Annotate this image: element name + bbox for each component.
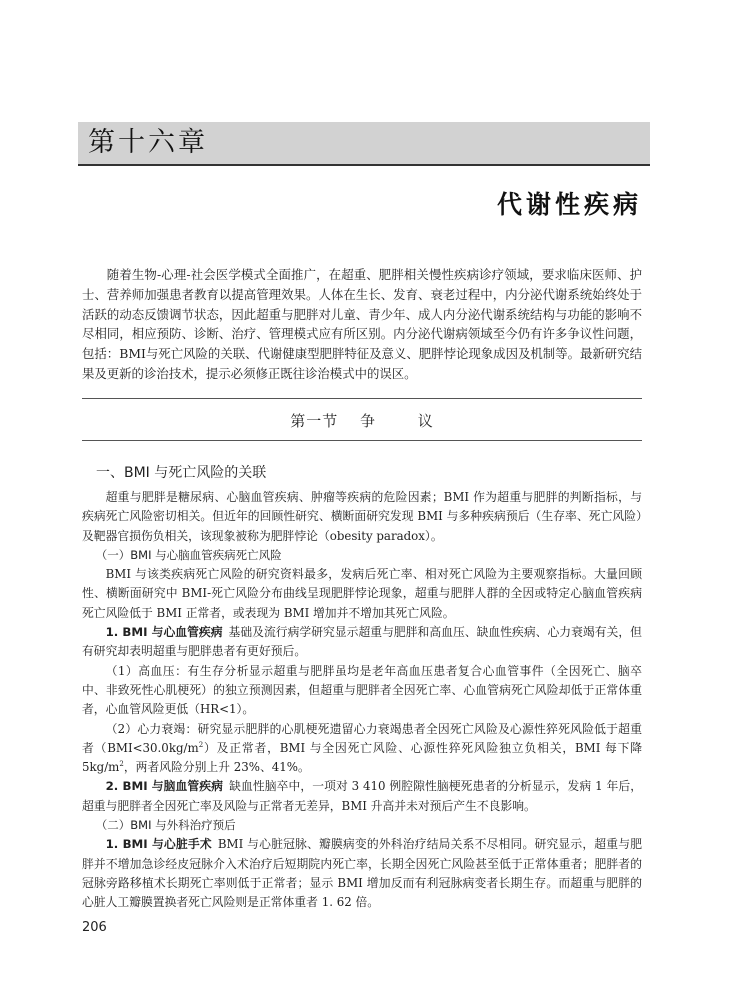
paragraph-obesity-paradox: 超重与肥胖是糖尿病、心脑血管疾病、肿瘤等疾病的危险因素；BMI 作为超重与肥胖的判断指标，与疾病死亡风险密切相关。但近年的回顾性研究、横断面研究发现 BMI 与多种疾病预后（生存率、死亡风险）及靶器官损伤负相关，该现象被称为肥胖悖论（obesity paradox）。 [82, 490, 642, 543]
item-cardiac-surgery-text: BMI 与心脏冠脉、瓣膜病变的外科治疗结局关系不尽相同。研究显示，超重与肥胖并不增加急诊经皮冠脉介入术治疗后短期院内死亡率，长期全因死亡风险甚至低于正常体重者；肥胖者的冠脉旁路移植术长期死亡率则低于正常者；显示 BMI 增加反而有利冠脉病变者长期生存。而超重与肥胖的心脏人工瓣膜置换者死亡风险则是正常体重者 1. 62 倍。 [82, 837, 642, 910]
body-text [82, 488, 642, 913]
page-number: 206 [82, 920, 107, 935]
chapter-label: 第十六章 [88, 127, 208, 158]
superscript-2: 2 [119, 760, 124, 769]
section-title-char2: 议 [417, 412, 434, 430]
superscript-1: 2 [198, 740, 204, 749]
chapter-title: 代谢性疾病 [496, 190, 642, 219]
section-rule-top [82, 398, 642, 399]
heart-failure-text-2: ）及正常者，BMI 与全因死亡风险、心源性猝死风险独立负相关，BMI 每下降 5kg/m [82, 740, 642, 775]
item-cardiovascular-label: 1. BMI 与心血管疾病 [105, 625, 223, 640]
section-title [82, 410, 642, 431]
heading-surgery: （二）BMI 与外科治疗预后 [95, 818, 236, 833]
item-cardiac-surgery-label: 1. BMI 与心脏手术 [105, 837, 212, 852]
paragraph-cardio-cerebro: BMI 与该类疾病死亡风险的研究资料最多，发病后死亡率、相对死亡风险为主要观察指标。大量回顾性、横断面研究中 BMI-死亡风险分布曲线呈现肥胖悖论现象，超重与肥胖人群的全因或特定心脑血管疾病死亡风险低于 BMI 正常者，或表现为 BMI 增加并不增加其死亡风险。 [82, 567, 642, 620]
item-heart-failure [82, 720, 642, 778]
section-number: 第一节 [290, 412, 339, 430]
item-cardiac-surgery [82, 835, 642, 912]
heart-failure-text-3: ，两者风险分别上升 23%、41%。 [123, 760, 310, 775]
item-cerebrovascular [82, 777, 642, 816]
section-title-char1: 争 [359, 412, 376, 430]
item-cardiovascular-text: 基础及流行病学研究显示超重与肥胖和高血压、缺血性疾病、心力衰竭有关，但有研究却表明超重与肥胖患者有更好预后。 [82, 625, 642, 659]
item-cardiovascular [82, 623, 642, 662]
item-cerebrovascular-text: 缺血性脑卒中，一项对 3 410 例腔隙性脑梗死患者的分析显示，发病 1 年后，超重与肥胖者全因死亡率及风险与正常者无差异，BMI 升高并未对预后产生不良影响。 [82, 779, 643, 813]
item-cerebrovascular-label: 2. BMI 与脑血管疾病 [105, 779, 224, 794]
item-hypertension: （1）高血压：有生存分析显示超重与肥胖虽均是老年高血压患者复合心血管事件（全因死亡、脑卒中、非致死性心肌梗死）的独立预测因素，但超重与肥胖者全因死亡率、心血管病死亡风险却低于正常体重者，心血管风险更低（HR<1）。 [82, 663, 642, 717]
intro-paragraph: 随着生物-心理-社会医学模式全面推广，在超重、肥胖相关慢性疾病诊疗领域，要求临床医师、护士、营养师加强患者教育以提高管理效果。人体在生长、发育、衰老过程中，内分泌代谢系统始终处于活跃的动态反馈调节状态，因此超重与肥胖对儿童、青少年、成人内分泌代谢系统结构与功能的影响不尽相同，相应预防、诊断、治疗、管理模式应有所区别。内分泌代谢病领域至今仍有许多争议性问题，包括：BMI与死亡风险的关联、代谢健康型肥胖特征及意义、肥胖悖论现象成因及机制等。最新研究结果及更新的诊治技术，提示必须修正既往诊治模式中的误区。 [82, 267, 642, 381]
heading-bmi-mortality: 一、BMI 与死亡风险的关联 [96, 465, 267, 481]
chapter-rule [78, 164, 650, 166]
heart-failure-text-1: （2）心力衰竭：研究显示肥胖的心肌梗死遗留心力衰竭患者全因死亡风险及心源性猝死风险低于超重者（BMI<30.0kg/m [82, 721, 642, 755]
section-rule-bottom [82, 440, 642, 441]
heading-cardio-cerebro: （一）BMI 与心脑血管疾病死亡风险 [95, 547, 282, 562]
